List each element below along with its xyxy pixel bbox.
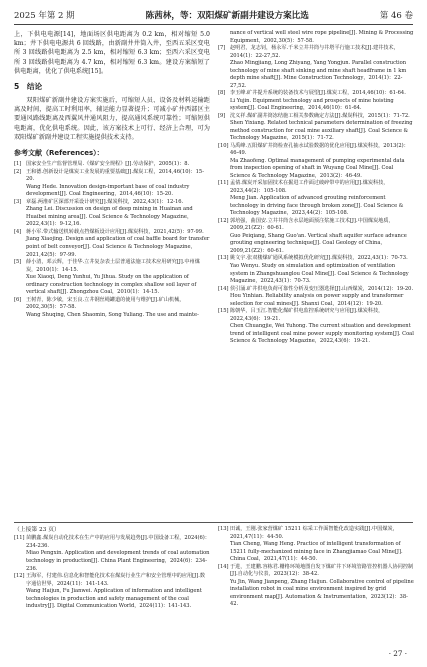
reference-line: 薛小清，邓云辉，于佳华.立井复杂表土层普通法施工技术应用研究[J].中州煤炭，2010(1)：14-15. (26, 259, 200, 273)
reference-item (218, 526, 414, 564)
reference-item (14, 535, 210, 573)
reference-text (230, 45, 414, 90)
reference-item (218, 255, 414, 285)
reference-number: [12] (14, 573, 25, 580)
reference-line: 李玉峰.矿井提升系统的装备技术与展望[J].煤炭工程，2014,46(10)：61-64. (230, 90, 406, 97)
reference-item (218, 180, 414, 218)
reference-line: Shen Yixiang. Related technical parameters determination of freezing method construction for coal mine auxiliary shaft[J]. Coal Science & Technology Magazine，2015(1)：71-72. (230, 120, 413, 142)
reference-line: 王树青，陈少敏，宋玉良.立井钢丝绳罐道的使用与维护[J].矿山机械，2002,30(5)：57-58. (26, 296, 185, 311)
reference-line: Tian Cheng, Wang Heng. Practice of intelligent transformation of 15211 fully-mechanized mining face in Zhangjiamao Coal Mine[J]. China Coal，2021,47(11)：44-50. (230, 541, 403, 563)
reference-number: [15] (218, 308, 229, 315)
reference-list (14, 161, 210, 319)
reference-number: [11] (218, 180, 229, 187)
reference-item (14, 161, 210, 169)
intro-paragraph: 上，下供电电源[14]，地面场区供电距离为 0.2 km，相对缩短 5.0 km；井下供电电源共 6 回线路，由新副井井筒入井，至西五采区变电所 3 回线路供电距离为 2.5 km，相对缩短 6.3 km；至西六采区变电所 3 回线路供电距离为 4.7 km，相对缩短 6.3 km。建设方案缩短了供电距离，优化了供电系统[15]。 (14, 31, 210, 75)
reference-line: Li Yujin. Equipment technology and prospects of mine hoisting system[J]. Coal Engineering，2014,46(10)：61-64. (230, 97, 394, 112)
reference-line: 蒋小军.带式输送机转载点挡煤板设计应用[J].煤炭科技，2021,42(5)：97-99. (26, 228, 204, 235)
reference-text (26, 199, 210, 229)
right-column (218, 30, 414, 346)
reference-line: Jiang Xiaojing. Design and application of coal baffle board for transfer point of belt conveyor[J]. Coal Science & Technology Magazine，2021,42(5)：97-99. (26, 236, 210, 258)
reference-text (26, 169, 210, 199)
reference-line: Guo Peiqiang, Shang Guo'an. Vertical shaft aquifer surface advance grouting engineering technique[J]. Coal Geology of China，2009,21(Z2)：60-61. (230, 232, 407, 254)
reference-item (14, 169, 210, 199)
reference-number: [5] (14, 259, 22, 266)
reference-line: 苗鹏鑫.煤炭自动化技术在生产中的应用与发展趋势[J].中国设备工程，2024(6)：234-236. (26, 535, 210, 549)
reference-list-continued (218, 30, 414, 346)
reference-line: 王和德.创新设计是煤炭工业发展的重要基础[J].煤炭工程，2014,46(10)：15-20. (26, 168, 204, 183)
reference-text (230, 286, 414, 309)
reference-line: 姚文宇.张双楼煤矿通风系统模拟优化研究[J].煤炭科技，2022,43(1)：70-73. (230, 255, 408, 262)
reference-text (230, 218, 414, 256)
reference-line: Wang Shuqing, Chen Shaomin, Song Yuliang. The use and mainte- (26, 311, 199, 318)
continued-reference-list (14, 535, 210, 610)
reference-text (26, 573, 210, 611)
reference-line: 国家安全生产监督管理局.《煤矿安全规程》[J].劳动保护，2005(1)：8. (26, 161, 190, 168)
continued-right-column (218, 526, 414, 609)
reference-item (218, 143, 414, 181)
reference-text (230, 90, 414, 113)
reference-line: 陈朝华，吕玉江.智能化煤矿供电监控系统研究与应用[J].煤炭科技，2022,43(6)：19-21. (230, 308, 384, 322)
reference-line: Yao Wenyu. Study on simulation and optimization of ventilation system in Zhangshuanglou Coal Mine[J]. Coal Science & Technology Magazine，2022,43(1)：70-73. (230, 262, 409, 285)
reference-item (218, 308, 414, 346)
page-number: · 27 · (388, 649, 407, 658)
reference-item (14, 229, 210, 259)
reference-line: 沈义祥.煤矿副井筒冻结施工相关参数确定方法[J].煤炭科技，2015(1)：71-72. (230, 112, 410, 119)
reference-text (230, 30, 414, 45)
reference-number: [8] (218, 90, 226, 97)
reference-line: 王海军，付建伟.信息化和智能化技术在煤炭行业生产和安全管理中的应用[J].数字通信世界，2024(11)：141-143. (26, 573, 205, 587)
reference-text (230, 308, 414, 346)
reference-number: [11] (14, 535, 25, 542)
reference-item (218, 113, 414, 143)
continued-left-column (14, 526, 210, 611)
section-divider (14, 522, 413, 523)
reference-number: [1] (14, 161, 22, 168)
reference-number: [12] (218, 217, 229, 224)
header-rule (14, 24, 413, 25)
reference-text (26, 297, 210, 320)
reference-line: Meng Jian. Application of advanced grouting reinforcement technology in driving face through broken zone[J]. Coal Science & Technology Magazine，2023,44(2)：105-108. (230, 195, 404, 217)
reference-line: 章磊.两淮矿区深部开采设计研究[J].煤炭科技，2022,43(1)：12-16. (26, 198, 184, 205)
reference-line: Wang Hede. Innovation design-important base of coal industry development[J]. Coal Engineering，2014,46(10)：15-20. (26, 183, 190, 198)
reference-item (218, 218, 414, 256)
reference-number: [7] (218, 45, 226, 52)
reference-number: [6] (14, 296, 22, 303)
issue-label: 2025 年第 2 期 (14, 11, 75, 21)
reference-text (230, 113, 414, 143)
running-title: 陈茜林，等：双阳煤矿新副井建设方案比选 (145, 11, 309, 21)
reference-item (14, 199, 210, 229)
references-heading: 参考文献（References）： (14, 148, 104, 157)
reference-number: [9] (218, 112, 226, 119)
reference-line: 孟倩.煤炭开采加固技术在掘进工作面过破碎带中的应用[J].煤炭科技，2023,44(2)：105-108. (230, 180, 389, 194)
reference-item (218, 45, 414, 90)
reference-text (26, 259, 210, 297)
reference-line: 赵明君，龙志钊，杨永军.千米立井井筒与井塔平行施工技术[J].建井技术，2014(1)：22-27,52. (230, 45, 399, 59)
conclusion-paragraph: 双阳煤矿新副井建设方案实施后，可缩短人员、设备及材料运输距离及时间，提高工时利用率，辅运能力显著提升；可减小矿井西部区主要通风路线距离及西翼风井通风阻力，提高通风系统可靠性；可缩短供电距离，优化供电系统。因此，该方案技术上可行、经济上合理，可为双阳煤矿新副井建设工程实施提供技术支持。 (14, 97, 210, 141)
reference-number: [13] (218, 255, 229, 262)
reference-line: 马禹峰.五阳煤矿井筒检查孔抽水试验数据的优化应用[J].煤炭科技，2013(2)：46-49. (230, 142, 409, 157)
reference-text (230, 143, 414, 181)
reference-number: [3] (14, 198, 22, 205)
reference-line: 郭培强，曲国安.立井井筒含水层地面预注浆施工技术[J].中国煤炭地质，2009,21(Z2)：60-61. (230, 217, 394, 232)
reference-line: Hou Yinhian. Reliability analysis on power supply and transformer selection for coal mines[J]. Shanxi Coal，2014(12)：19-20. (230, 293, 404, 307)
reference-number: [14] (218, 285, 229, 292)
reference-text (230, 180, 414, 218)
reference-number: [2] (14, 168, 22, 175)
reference-line: Xue Xiaoqi, Deng Yunhui, Yu Jihua. Study on the application of ordinary construction technology in complex shallow soil layer of vertical shaft[J]. Zhongzhou Coal，2010(1)：14-15. (26, 274, 197, 296)
section-heading: 5 结论 (14, 81, 43, 91)
reference-text (230, 526, 414, 564)
reference-line: 于进，王建鹏.容栋君.栅格环境地图自发下煤矿井下环境管路管控机器人协同控制[J].自动化与仪表，2023(12)：38-42. (230, 563, 414, 578)
reference-number (218, 30, 230, 45)
reference-line: Zhang Lei. Discussion on design of deep mining in Huainan and Huaibei mining area[J]. Coal Science & Technology Magazine，2022,43(1)：9-12,16. (26, 206, 193, 228)
continued-note: （上接第 23 页） (14, 527, 60, 533)
continued-reference-list-right (218, 526, 414, 609)
reference-text (230, 564, 414, 609)
reference-item (218, 90, 414, 113)
reference-line: 侯引涌.矿井供电负荷可靠性分析及变压器选择[J].山西煤炭，2014(12)：19-20. (230, 285, 414, 292)
reference-text (26, 161, 210, 169)
reference-item (218, 564, 414, 609)
reference-text (26, 229, 210, 259)
reference-number: [10] (218, 142, 229, 149)
left-column (14, 30, 210, 319)
reference-line: Ma Zhaofeng. Optimal management of pumping experimental data from inspection opening of shaft in Wuyang Coal Mine[J]. Coal Science & Technology Magazine，2013(2)：46-49. (230, 157, 405, 179)
reference-line: Wang Haijun, Fu Jianwei. Application of information and intelligent technologies in production and safety management of the coal industry[J]. Digital Communication World，2024(11)：141-143. (26, 588, 202, 610)
reference-text (230, 255, 414, 285)
reference-item (14, 259, 210, 297)
reference-line: Miao Pengxin. Application and development trends of coal automation technology in production[J]. China Plant Engineering，2024(6)：234-236. (26, 550, 210, 572)
running-header (14, 6, 413, 24)
reference-line: Chen Chuangjie, Wei Yuhong. The current situation and development trend of intelligent coal mine power supply monitoring system[J]. Coal Science & Technology Magazine，2022,43(6)：19-21. (230, 323, 414, 345)
reference-text (26, 535, 210, 573)
reference-number: [13] (218, 526, 229, 532)
reference-line: Zhao Mingjiang, Long Zhiyang, Yang Yongjun. Parallel construction technology of mine shaft sinking and mine shaft headframe in 1 km depth mine shaft[J]. Mine Construction Technology，2014(1)：22-27,52. (230, 60, 407, 89)
volume-label: 第 46 卷 (379, 11, 413, 21)
reference-item (218, 286, 414, 309)
reference-line: 田诚，王刚.张家营煤矿 15211 综采工作面智能化改造实践[J].中国煤炭，2021,47(11)：44-50. (230, 526, 398, 540)
reference-number: [14] (218, 563, 229, 570)
reference-item (218, 30, 414, 45)
reference-line: Yu Jin, Wang Jianpeng, Zhang Haijun. Collaborative control of pipeline installation robot in coal mine environment inspired by grid environment map[J]. Automation & Instrumentation，2023(12)：38-42. (230, 578, 414, 608)
reference-line: nance of vertical well steel wire rope pipeline[J]. Mining & Processing Equipment，2002,30(5)：57-58. (230, 30, 414, 44)
reference-item (14, 573, 210, 611)
reference-number: [4] (14, 228, 22, 235)
reference-item (14, 297, 210, 320)
